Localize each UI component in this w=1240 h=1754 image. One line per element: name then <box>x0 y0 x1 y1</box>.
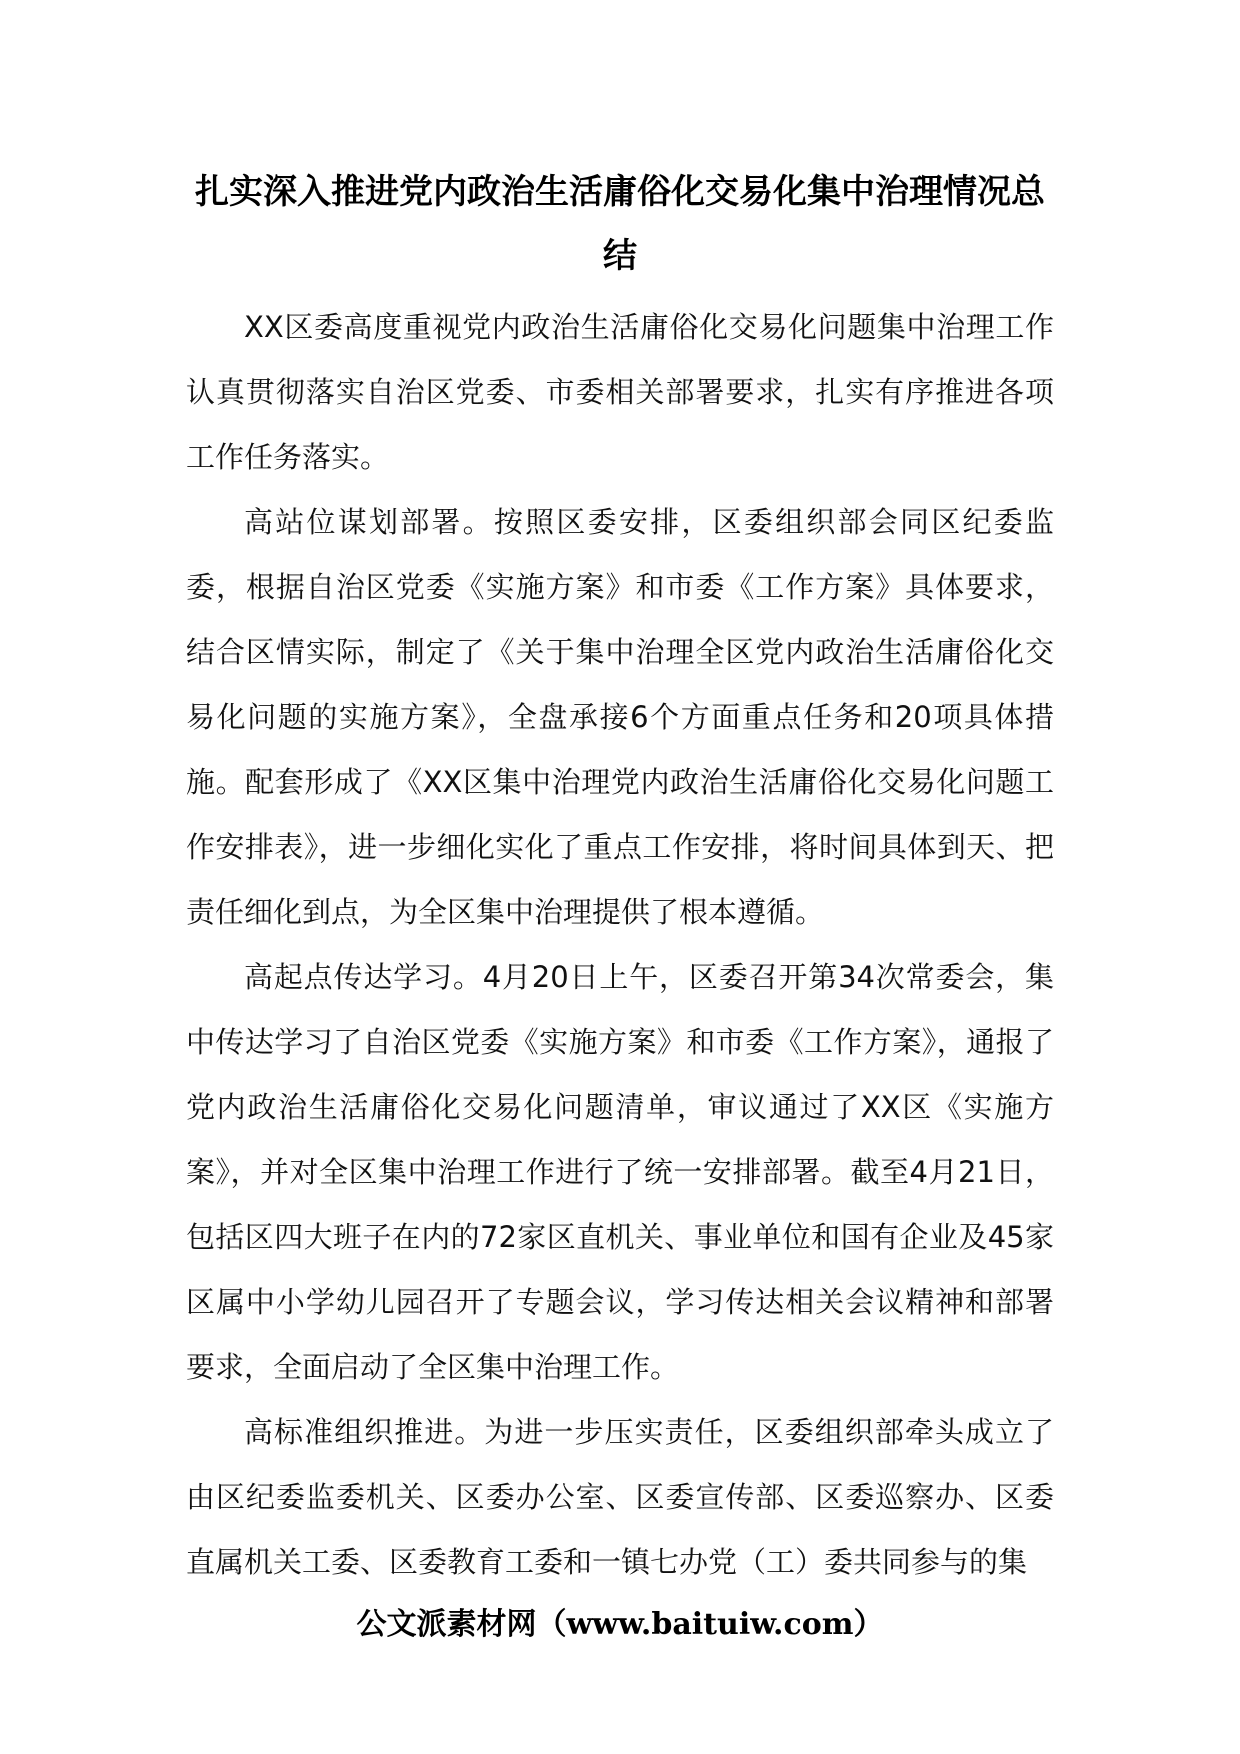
paragraph-study: 高起点传达学习。4月20日上午，区委召开第34次常委会，集中传达学习了自治区党委《实施方案》和市委《工作方案》，通报了党内政治生活庸俗化交易化问题清单，审议通过了XX区《实施方案》，并对全区集中治理工作进行了统一安排部署。截至4月21日，包括区四大班子在内的72家区直机关、事业单位和国有企业及45家区属中小学幼儿园召开了专题会议，学习传达相关会议精神和部署要求，全面启动了全区集中治理工作。 <box>186 960 1054 1384</box>
paragraph-planning: 高站位谋划部署。按照区委安排，区委组织部会同区纪委监委，根据自治区党委《实施方案》和市委《工作方案》具体要求，结合区情实际，制定了《关于集中治理全区党内政治生活庸俗化交易化问题的实施方案》，全盘承接6个方面重点任务和20项具体措施。配套形成了《XX区集中治理党内政治生活庸俗化交易化问题工作安排表》，进一步细化实化了重点工作安排，将时间具体到天、把责任细化到点，为全区集中治理提供了根本遵循。 <box>186 505 1054 929</box>
document-body <box>186 295 1054 1595</box>
paragraph-intro: XX区委高度重视党内政治生活庸俗化交易化问题集中治理工作认真贯彻落实自治区党委、市委相关部署要求，扎实有序推进各项工作任务落实。 <box>186 310 1054 474</box>
watermark-footer: 公文派素材网（www.baituiw.com） <box>356 1607 884 1642</box>
document-title: 扎实深入推进党内政治生活庸俗化交易化集中治理情况总结 <box>195 172 1045 276</box>
paragraph-organization: 高标准组织推进。为进一步压实责任，区委组织部牵头成立了由区纪委监委机关、区委办公室、区委宣传部、区委巡察办、区委直属机关工委、区委教育工委和一镇七办党（工）委共同参与的集 <box>186 1415 1054 1579</box>
